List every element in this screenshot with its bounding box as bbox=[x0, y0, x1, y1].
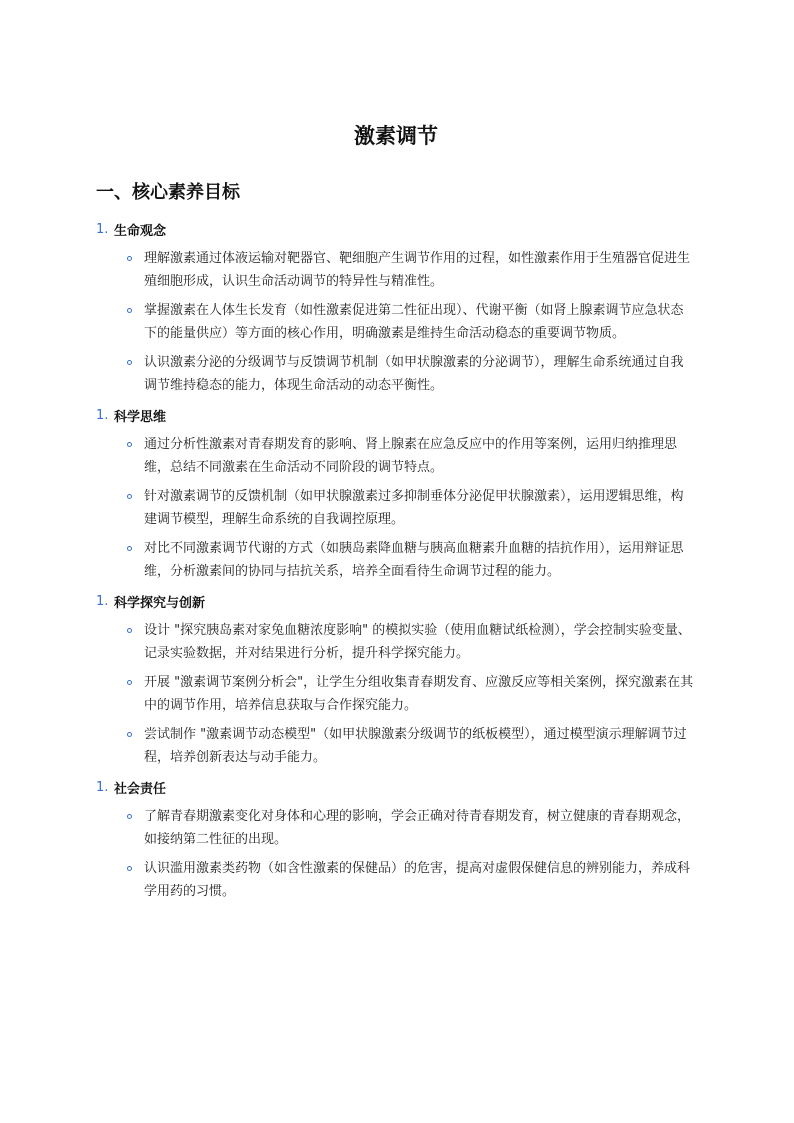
list-item-text: 掌握激素在人体生长发育（如性激素促进第二性征出现）、代谢平衡（如肾上腺素调节应急状态下的能量供应）等方面的核心作用，明确激素是维持生命活动稳态的重要调节物质。 bbox=[144, 303, 684, 341]
list-item-text: 设计 "探究胰岛素对家兔血糖浓度影响" 的模拟实验（使用血糖试纸检测），学会控制实验变量、记录实验数据，并对结果进行分析，提升科学探究能力。 bbox=[144, 623, 691, 661]
group-title: 科学探究与创新 bbox=[114, 595, 206, 611]
list-item bbox=[96, 619, 696, 665]
group-title: 科学思维 bbox=[114, 409, 167, 425]
bullet-list bbox=[96, 247, 696, 397]
list-item bbox=[96, 805, 696, 851]
group-header bbox=[96, 403, 696, 427]
group-header bbox=[96, 775, 696, 799]
list-item-text: 认识滥用激素类药物（如含性激素的保健品）的危害，提高对虚假保健信息的辨别能力，养成科学用药的习惯。 bbox=[144, 861, 691, 899]
goal-group-life-concept bbox=[96, 217, 696, 397]
list-item bbox=[96, 723, 696, 769]
list-item bbox=[96, 485, 696, 531]
group-header bbox=[96, 217, 696, 241]
list-item-text: 针对激素调节的反馈机制（如甲状腺激素过多抑制垂体分泌促甲状腺激素），运用逻辑思维，构建调节模型，理解生命系统的自我调控原理。 bbox=[144, 489, 684, 527]
goal-group-social-responsibility bbox=[96, 775, 696, 903]
bullet-icon bbox=[124, 299, 134, 322]
list-item bbox=[96, 671, 696, 717]
list-item bbox=[96, 299, 696, 345]
list-item-text: 通过分析性激素对青春期发育的影响、肾上腺素在应急反应中的作用等案例，运用归纳推理思维，总结不同激素在生命活动不同阶段的调节特点。 bbox=[144, 437, 678, 475]
list-item bbox=[96, 857, 696, 903]
group-title: 生命观念 bbox=[114, 223, 167, 239]
section-heading: 一、核心素养目标 bbox=[96, 182, 240, 203]
bullet-icon bbox=[124, 723, 134, 746]
list-item-text: 尝试制作 "激素调节动态模型"（如甲状腺激素分级调节的纸板模型），通过模型演示理解调节过程，培养创新表达与动手能力。 bbox=[144, 727, 687, 765]
list-number: 1. bbox=[96, 779, 109, 795]
goal-group-scientific-thinking bbox=[96, 403, 696, 583]
bullet-icon bbox=[124, 857, 134, 880]
bullet-list bbox=[96, 433, 696, 583]
group-header bbox=[96, 589, 696, 613]
goal-group-inquiry-innovation bbox=[96, 589, 696, 769]
document-title: 激素调节 bbox=[354, 124, 438, 148]
bullet-icon bbox=[124, 619, 134, 642]
list-number: 1. bbox=[96, 407, 109, 423]
bullet-list bbox=[96, 805, 696, 903]
bullet-icon bbox=[124, 433, 134, 456]
list-item bbox=[96, 433, 696, 479]
bullet-list bbox=[96, 619, 696, 769]
list-number: 1. bbox=[96, 221, 109, 237]
list-item-text: 认识激素分泌的分级调节与反馈调节机制（如甲状腺激素的分泌调节），理解生命系统通过自我调节维持稳态的能力，体现生命活动的动态平衡性。 bbox=[144, 355, 684, 393]
goal-groups bbox=[96, 217, 696, 903]
bullet-icon bbox=[124, 671, 134, 694]
list-item bbox=[96, 247, 696, 293]
list-item-text: 开展 "激素调节案例分析会"，让学生分组收集青春期发育、应激反应等相关案例，探究激素在其中的调节作用，培养信息获取与合作探究能力。 bbox=[144, 675, 694, 713]
list-number: 1. bbox=[96, 593, 109, 609]
list-item-text: 了解青春期激素变化对身体和心理的影响，学会正确对待青春期发育，树立健康的青春期观念，如接纳第二性征的出现。 bbox=[144, 809, 691, 847]
list-item-text: 理解激素通过体液运输对靶器官、靶细胞产生调节作用的过程，如性激素作用于生殖器官促进生殖细胞形成，认识生命活动调节的特异性与精准性。 bbox=[144, 251, 691, 289]
bullet-icon bbox=[124, 485, 134, 508]
bullet-icon bbox=[124, 351, 134, 374]
bullet-icon bbox=[124, 805, 134, 828]
list-item-text: 对比不同激素调节代谢的方式（如胰岛素降血糖与胰高血糖素升血糖的拮抗作用），运用辩证思维，分析激素间的协同与拮抗关系，培养全面看待生命调节过程的能力。 bbox=[144, 541, 684, 579]
bullet-icon bbox=[124, 537, 134, 560]
list-item bbox=[96, 537, 696, 583]
document-page bbox=[96, 118, 696, 909]
group-title: 社会责任 bbox=[114, 781, 167, 797]
bullet-icon bbox=[124, 247, 134, 270]
list-item bbox=[96, 351, 696, 397]
